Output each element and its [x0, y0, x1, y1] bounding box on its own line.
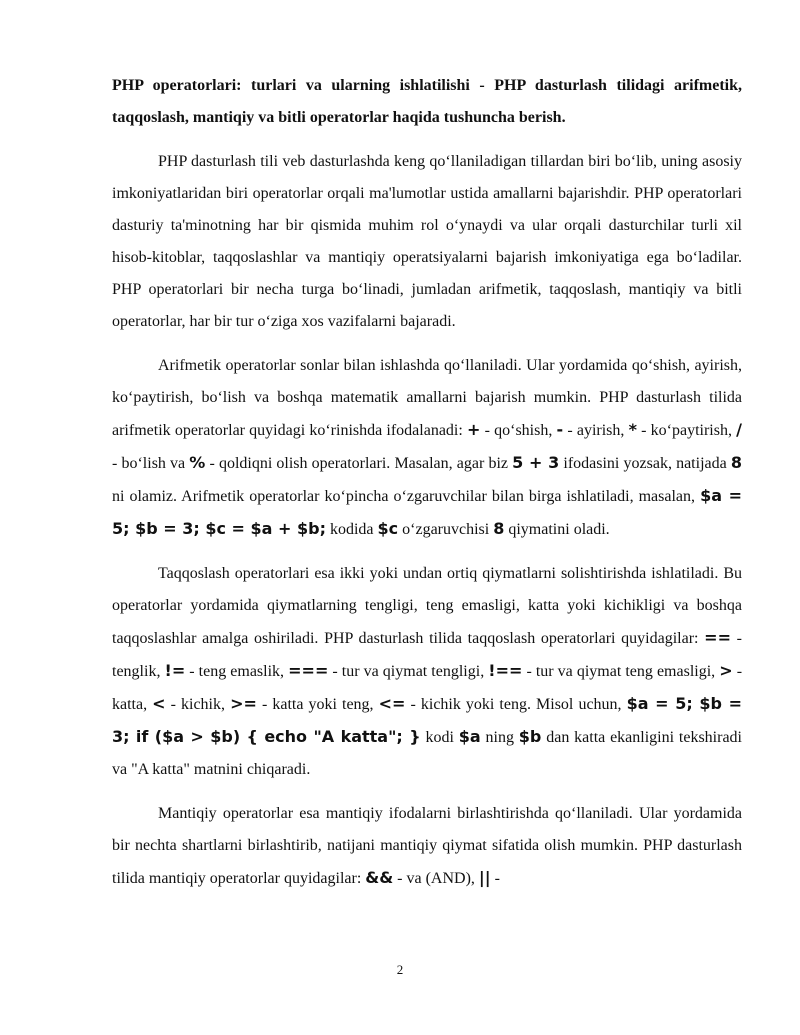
- text-run: kodida: [325, 521, 378, 538]
- text-run: - ayirish,: [563, 422, 629, 439]
- operator-not-identical: !==: [488, 661, 523, 680]
- operator-modulo: %: [189, 453, 206, 472]
- text-run: ifodasini yozsak, natijada: [559, 455, 731, 472]
- operator-divide: /: [736, 420, 743, 439]
- text-run: - va (AND),: [393, 870, 479, 887]
- code-value: 8: [493, 519, 505, 538]
- code-variable-a: $a: [458, 727, 481, 746]
- text-run: - katta yoki teng,: [256, 696, 379, 713]
- code-expression: 5 + 3: [512, 453, 560, 472]
- text-run: - bo‘lish va: [112, 455, 190, 472]
- text-run: - qo‘shish,: [480, 422, 557, 439]
- paragraph-logical: [112, 798, 742, 895]
- operator-not-equal: !=: [164, 661, 186, 680]
- operator-minus: -: [556, 420, 564, 439]
- text-run: dan katta ekanligini tekshiradi va "A katta" matnini chiqaradi.: [112, 729, 742, 778]
- text-run: - kichik,: [165, 696, 231, 713]
- operator-multiply: *: [628, 420, 637, 439]
- operator-plus: +: [467, 420, 481, 439]
- operator-identical: ===: [288, 661, 329, 680]
- text-run: kodi: [420, 729, 459, 746]
- paragraph-comparison: [112, 558, 742, 786]
- code-result: 8: [730, 453, 742, 472]
- text-run: Taqqoslash operatorlari esa ikki yoki undan ortiq qiymatlarni solishtirishda ishlatiladi. Bu operatorlar yordamida qiymatlarning tengligi, teng emasligi, katta yoki kichikligi va boshqa taqqoslashlar amalga oshiriladi. PHP dasturlash tilida taqqoslash operatorlari quyidagilar:: [112, 565, 742, 647]
- text-run: -: [490, 870, 500, 887]
- code-example: $a = 5; $b = 3; if ($a > $b) { echo "A katta"; }: [112, 694, 742, 746]
- text-run: o‘zgaruvchisi: [398, 521, 494, 538]
- text-run: - qoldiqni olish operatorlari. Masalan, agar biz: [205, 455, 513, 472]
- operator-less-equal: <=: [378, 694, 406, 713]
- code-variable-b: $b: [518, 727, 542, 746]
- page-content: [112, 70, 742, 907]
- text-run: Arifmetik operatorlar sonlar bilan ishlashda qo‘llaniladi. Ular yordamida qo‘shish, ayirish, ko‘paytirish, bo‘lish va boshqa matematik amallarni bajarish mumkin. PHP dasturlash tilida arifmetik operatorlar quyidagi ko‘rinishda ifodalanadi:: [112, 357, 742, 439]
- text-run: - teng emaslik,: [185, 663, 289, 680]
- operator-and: &&: [365, 868, 394, 887]
- code-assignment: $a = 5; $b = 3; $c = $a + $b;: [112, 486, 743, 538]
- text-run: - katta,: [112, 663, 743, 713]
- page-number: 2: [396, 962, 404, 977]
- text-run: ni olamiz. Arifmetik operatorlar ko‘pincha o‘zgaruvchilar bilan birga ishlatiladi, masalan,: [112, 488, 701, 505]
- text-run: Mantiqiy operatorlar esa mantiqiy ifodalarni birlashtirishda qo‘llaniladi. Ular yordamida bir nechta shartlarni birlashtirib, natijani mantiqiy qiymat sifatida olish mumkin. PHP dasturlash tilida mantiqiy operatorlar quyidagilar:: [112, 805, 742, 887]
- text-run: - tur va qiymat teng emasligi,: [522, 663, 720, 680]
- code-variable: $c: [377, 519, 399, 538]
- text-run: - tenglik,: [112, 630, 742, 680]
- operator-greater: >: [719, 661, 733, 680]
- text-run: qiymatini oladi.: [504, 521, 610, 538]
- document-heading: PHP operatorlari: turlari va ularning ishlatilishi - PHP dasturlash tilidagi arifmetik, taqqoslash, mantiqiy va bitli operatorlar haqida tushuncha berish.: [112, 77, 742, 126]
- text-run: - ko‘paytirish,: [636, 422, 737, 439]
- operator-less: <: [152, 694, 166, 713]
- operator-greater-equal: >=: [230, 694, 257, 713]
- text-run: - kichik yoki teng. Misol uchun,: [405, 696, 627, 713]
- operator-equal: ==: [704, 628, 731, 647]
- text-run: ning: [480, 729, 519, 746]
- text-run: - tur va qiymat tengligi,: [328, 663, 489, 680]
- paragraph-arithmetic: [112, 350, 742, 546]
- operator-or: ||: [478, 868, 491, 887]
- paragraph-intro: PHP dasturlash tili veb dasturlashda keng qo‘llaniladigan tillardan biri bo‘lib, uning asosiy imkoniyatlaridan biri operatorlar orqali ma'lumotlar ustida amallarni bajarishdir. PHP operatorlari dasturiy ta'minotning har bir qismida muhim rol o‘ynaydi va ular orqali dasturchilar turli xil hisob-kitoblar, taqqoslashlar va mantiqiy operatsiyalarni bajarish imkoniyatiga ega bo‘ladilar. PHP operatorlari bir necha turga bo‘linadi, jumladan arifmetik, taqqoslash, mantiqiy va bitli operatorlar, har bir tur o‘ziga xos vazifalarni bajaradi.: [112, 153, 742, 330]
